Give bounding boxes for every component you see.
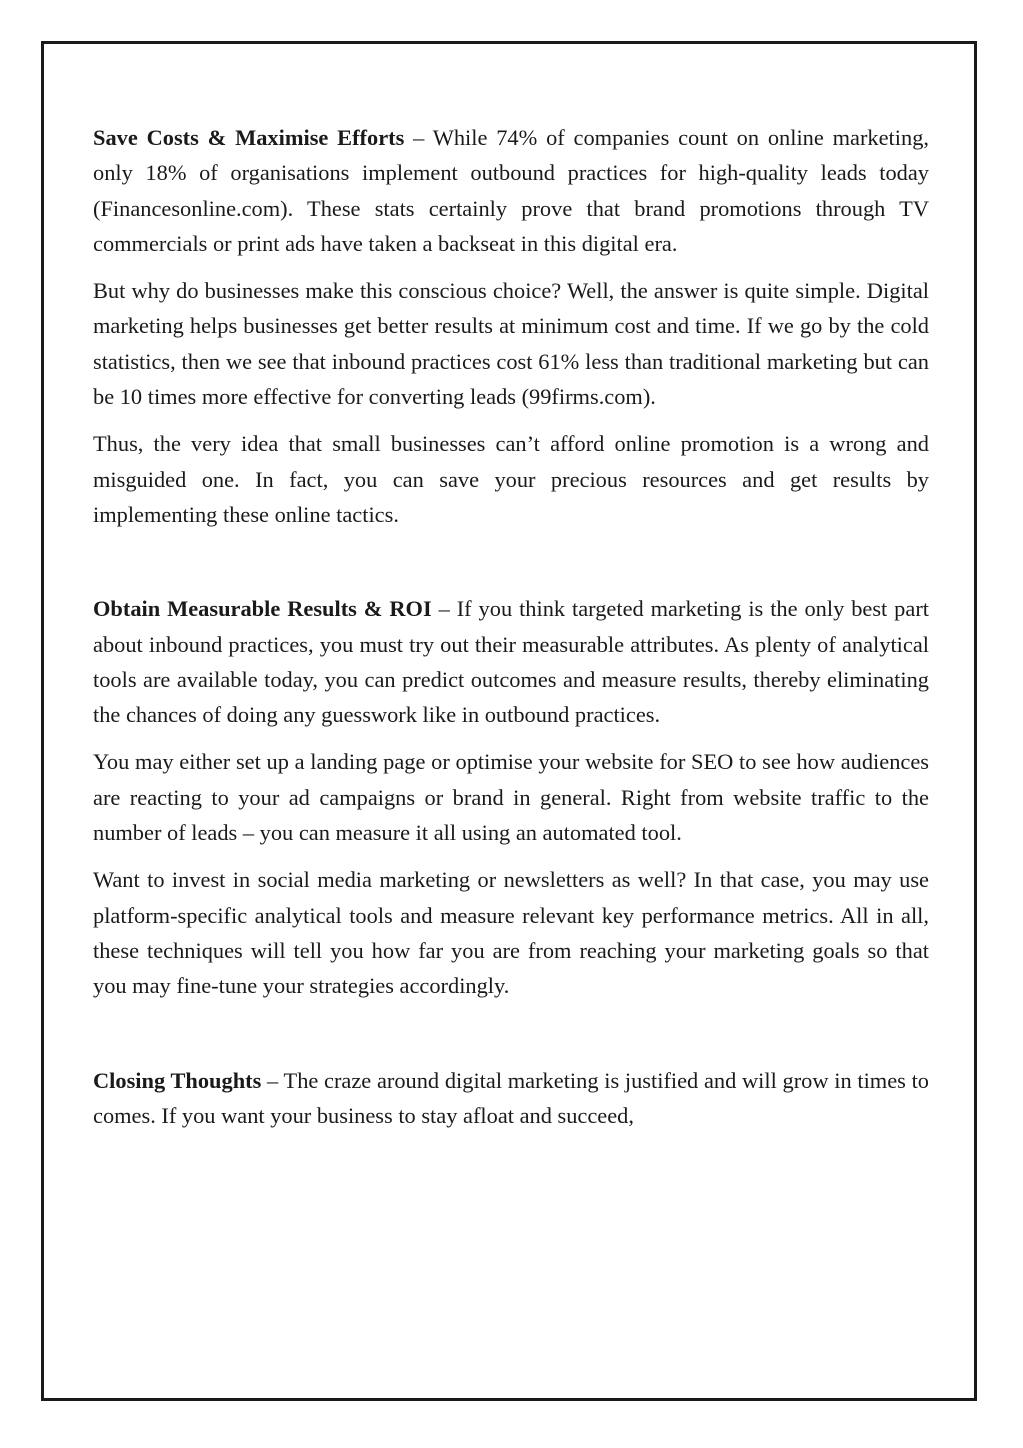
section-spacer <box>93 544 929 591</box>
section-spacer <box>93 1016 929 1063</box>
closing-thoughts-paragraph <box>93 1063 929 1134</box>
save-costs-paragraph-2: But why do businesses make this conscious choice? Well, the answer is quite simple. Digital marketing helps businesses get better results at minimum cost and time. If we go by the cold statistics, then we see that inbound practices cost 61% less than traditional marketing but can be 10 times more effective for converting leads (99firms.com). <box>93 278 929 410</box>
closing-thoughts-lead-text: – The craze around digital marketing is justified and will grow in times to comes. If you want your business to stay afloat and succeed, <box>93 1067 929 1128</box>
measurable-results-heading: Obtain Measurable Results & ROI <box>93 596 432 622</box>
measurable-results-lead-text: – If you think targeted marketing is the only best part about inbound practices, you must try out their measurable attributes. As plenty of analytical tools are available today, you can predict outcomes and measure results, thereby eliminating the chances of doing any guesswork like in outbound practices. <box>93 596 929 728</box>
closing-thoughts-heading: Closing Thoughts <box>93 1067 262 1093</box>
measurable-results-paragraph-2: You may either set up a landing page or optimise your website for SEO to see how audiences are reacting to your ad campaigns or brand in general. Right from website traffic to the number of leads – you can measure it all using an automated tool. <box>93 749 929 846</box>
save-costs-paragraph-3: Thus, the very idea that small businesses can’t afford online promotion is a wrong and misguided one. In fact, you can save your precious resources and get results by implementing these online tactics. <box>93 431 929 527</box>
save-costs-lead-text: – While 74% of companies count on online marketing, only 18% of organisations implement outbound practices for high-quality leads today (Financesonline.com). These stats certainly prove that brand promotions through TV commercials or print ads have taken a backseat in this digital era. <box>93 125 929 256</box>
document-body <box>93 120 929 1145</box>
save-costs-paragraph <box>93 120 929 261</box>
measurable-results-paragraph-3: Want to invest in social media marketing or newsletters as well? In that case, you may use platform-specific analytical tools and measure relevant key performance metrics. All in all, these techniques will tell you how far you are from reaching your marketing goals so that you may fine-tune your strategies accordingly. <box>93 867 929 999</box>
save-costs-heading: Save Costs & Maximise Efforts <box>93 125 405 150</box>
measurable-results-paragraph <box>93 591 929 732</box>
